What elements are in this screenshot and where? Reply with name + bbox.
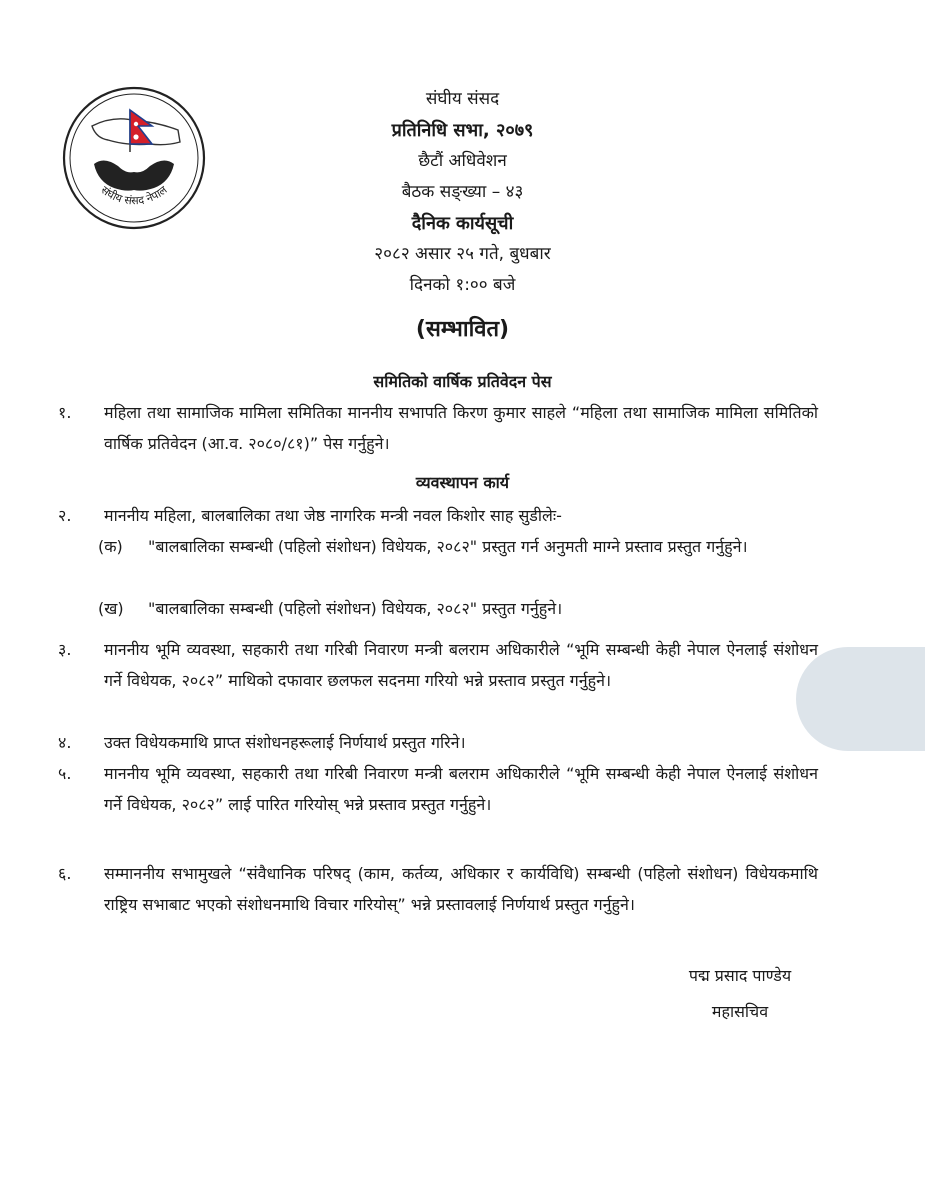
item-number: १. [58,403,72,422]
subitem-text: "बालबालिका सम्बन्धी (पहिलो संशोधन) विधेयक, २०८२" प्रस्तुत गर्नुहुने। [148,599,563,618]
agenda-subitem-2b [98,593,818,624]
section-heading-legislative-work: व्यवस्थापन कार्य [415,473,510,492]
side-drawer-handle[interactable] [796,647,925,751]
agenda-title: दैनिक कार्यसूची [411,213,514,234]
item-number: ४. [58,733,72,752]
signatory-name: पद्म प्रसाद पाण्डेय [688,966,792,985]
agenda-subitem-2a [98,531,818,562]
agenda-item-4 [58,727,818,758]
item-number: ३. [58,640,72,659]
emblem-text: संघीय संसद नेपाल [98,183,170,208]
nepal-flag [130,110,152,144]
item-text: माननीय महिला, बालबालिका तथा जेष्ठ नागरिक मन्त्री नवल किशोर साह सुडीलेः- [104,506,562,525]
section-heading-committee-report: समितिको वार्षिक प्रतिवेदन पेस [373,372,552,391]
item-number: ६. [58,864,72,883]
item-text: माननीय भूमि व्यवस्था, सहकारी तथा गरिबी निवारण मन्त्री बलराम अधिकारीले “भूमि सम्बन्धी केही नेपाल ऐनलाई संशोधन गर्ने विधेयक, २०८२” माथिको दफावार छलफल सदनमा गरियो भन्ने प्रस्ताव प्रस्तुत गर्नुहुने। [104,640,818,690]
parliament-name: संघीय संसद [425,89,500,109]
agenda-date: २०८२ असार २५ गते, बुधबार [374,244,551,264]
item-number: ५. [58,764,72,783]
signatory-title: महासचिव [711,1002,769,1021]
probable-heading: (सम्भावित) [415,317,510,342]
session-name: छैटौं अधिवेशन [418,151,507,171]
item-number: २. [58,506,72,525]
subitem-label: (ख) [98,599,124,618]
sitting-number: बैठक सङ्ख्या – ४३ [401,182,524,202]
agenda-time: दिनको १:०० बजे [409,275,516,295]
agenda-item-6 [58,858,818,920]
item-text: सम्माननीय सभामुखले “संवैधानिक परिषद् (काम, कर्तव्य, अधिकार र कार्यविधि) सम्बन्धी (पहिलो संशोधन) विधेयकमाथि राष्ट्रिय सभाबाट भएको संशोधनमाथि विचार गरियोस्” भन्ने प्रस्तावलाई निर्णयार्थ प्रस्तुत गर्नुहुने। [104,864,818,914]
subitem-label: (क) [98,537,123,556]
agenda-item-2 [58,500,818,531]
parliament-emblem [62,86,206,230]
agenda-item-5 [58,758,818,820]
emblem-icon [62,86,206,230]
subitem-text: "बालबालिका सम्बन्धी (पहिलो संशोधन) विधेयक, २०८२" प्रस्तुत गर्न अनुमती माग्ने प्रस्ताव प्रस्तुत गर्नुहुने। [148,537,748,556]
item-text: महिला तथा सामाजिक मामिला समितिका माननीय सभापति किरण कुमार साहले “महिला तथा सामाजिक मामिला समितिको वार्षिक प्रतिवेदन (आ.व. २०८०/८१)” पेस गर्नुहुने। [104,403,818,453]
item-text: माननीय भूमि व्यवस्था, सहकारी तथा गरिबी निवारण मन्त्री बलराम अधिकारीले “भूमि सम्बन्धी केही नेपाल ऐनलाई संशोधन गर्ने विधेयक, २०८२” लाई पारित गरियोस् भन्ने प्रस्ताव प्रस्तुत गर्नुहुने। [104,764,818,814]
flag-sun [133,134,138,139]
agenda-item-3 [58,634,818,696]
signature-block [640,958,840,1030]
document-header [240,84,685,301]
agenda-item-1 [58,397,818,459]
house-name: प्रतिनिधि सभा, २०७९ [391,120,534,141]
item-text: उक्त विधेयकमाथि प्राप्त संशोधनहरूलाई निर्णयार्थ प्रस्तुत गरिने। [104,733,466,752]
flag-moon [134,122,138,126]
